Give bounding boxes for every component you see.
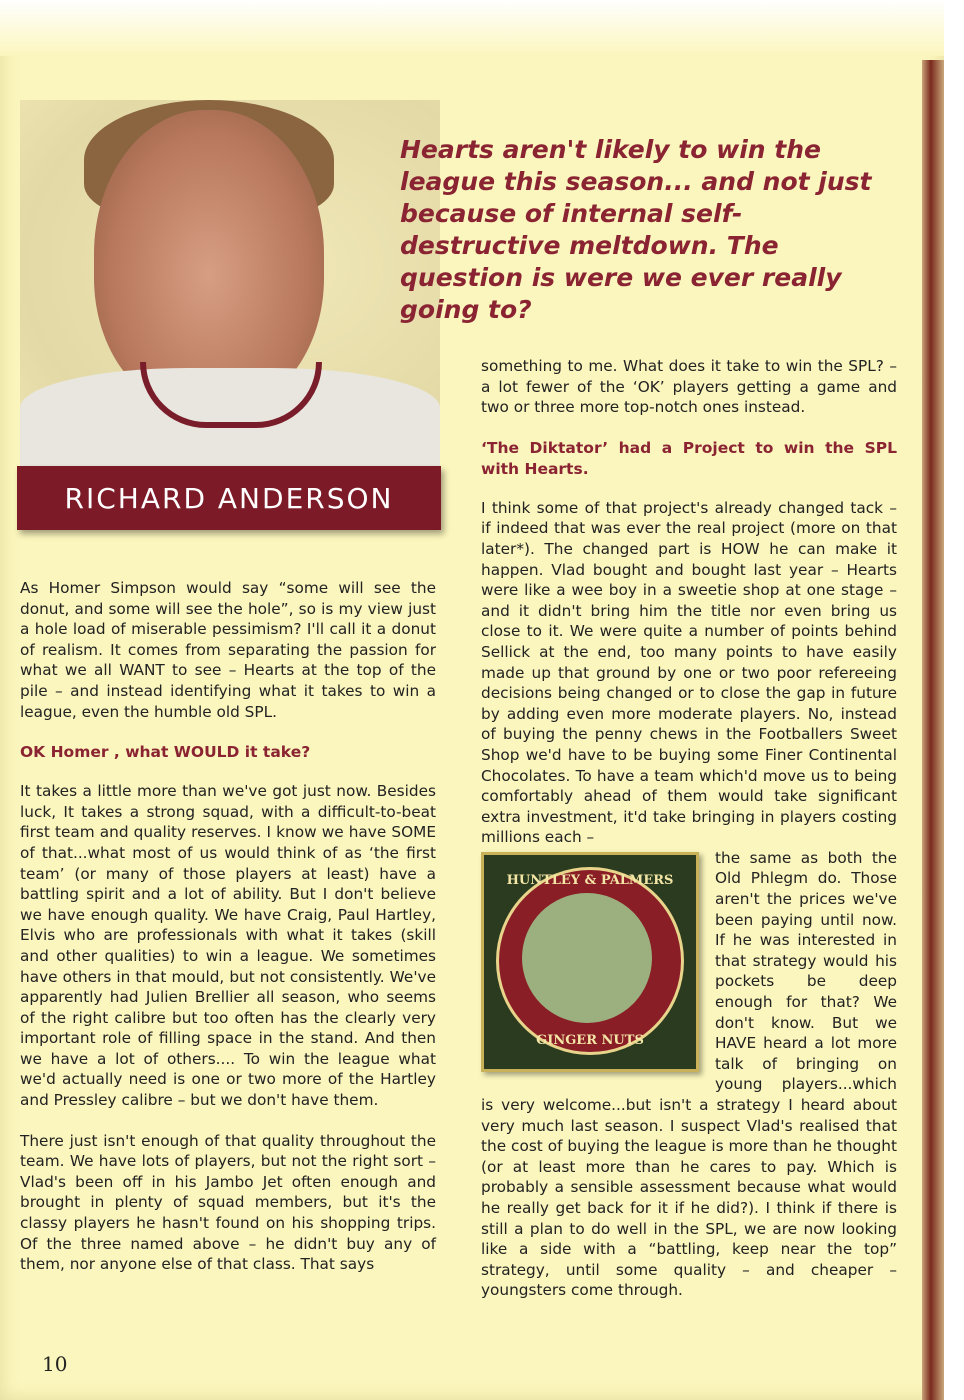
page-number: 10 bbox=[42, 1352, 68, 1376]
paragraph-continued: the same as both the Old Phlegm do. Those aren't the prices we've been paying until now. If he was interested in that strategy would his pockets be deep enough for that? We don't know. But we HAVE heard a lot more talk of bringing on young players...which is very welcome...but isn't a strategy I heard about very much last season. I suspect Vlad's realised that the cost of buying the league is more than he thought (or at least more than he cares to pay. Which is probably a sensible assessment because what would he really get back for it if he did?). I think if there is still a plan to do well in the SPL, we are now looking like a side with a “battling, keep near the top” strategy, until some quality – and cheaper – youngsters come through. bbox=[481, 848, 897, 1300]
paragraph: As Homer Simpson would say “some will see the donut, and some will see the hole”, so is my view just a hole load of miserable pessimism? I'll call it a donut of realism. It comes from separating the passion for what we all WANT to see – Hearts at the top of the pile – and instead identifying what it takes to win a league, even the humble old SPL. bbox=[20, 579, 436, 721]
author-nameplate bbox=[17, 466, 441, 530]
paragraph: I think some of that project's already changed tack – if indeed that was ever the real project (more on that later*). The changed part is HOW he can make it happen. Vlad bought and bought last year – Hearts were like a wee boy in a sweetie shop at one stage – and it didn't bring him the title nor even bring us close to it. We were quite a number of points behind Sellick at the end, too many points to have easily made up that ground by one or two poor refereeing decisions being changed or to close the gap in future by adding even more moderate players. No, instead of buying the penny chews in the Footballers Sweet Shop we'd have to be buying some Finer Continental Chocolates. To have a team which'd move us to being comfortably ahead of them would take significant extra investment, it'd take bringing in players costing millions each – bbox=[481, 498, 897, 847]
section-heading: ‘The Diktator’ had a Project to win the SPL with Hearts. bbox=[481, 438, 897, 478]
inset-top-text: HUNTLEY & PALMERS bbox=[506, 872, 674, 888]
paragraph: There just isn't enough of that quality throughout the team. We have lots of players, but not the right sort – Vlad's been off in his Jambo Jet often enough and brought in plenty of squad members, but it's the classy players he hasn't found on his shopping trips. Of the three named above – he didn't buy any of them, nor anyone else of that class. That says bbox=[20, 1131, 436, 1274]
column-right bbox=[481, 356, 897, 1301]
section-heading: OK Homer , what WOULD it take? bbox=[20, 743, 311, 762]
pull-quote: Hearts aren't likely to win the league this season... and not just because of internal self-destructive meltdown. The question is were we ever really going to? bbox=[400, 135, 872, 324]
ginger-nuts-inset-image bbox=[481, 852, 699, 1072]
column-left bbox=[20, 578, 436, 1295]
inset-bottom-text: GINGER NUTS bbox=[536, 1032, 644, 1048]
paragraph: It takes a little more than we've got just now. Besides luck, It takes a strong squad, with a difficult-to-beat first team and quality reserves. I know we have SOME of that...what most of us would think of as ‘the first team’ (or many of those players at least) have a battling spirit and a lot of ability. But I don't believe we have enough quality. We have Craig, Paul Hartley, Elvis who are professionals with what it takes (skill and other qualities) to win a league. We sometimes have others in that mould, but not consistently. We've apparently had Julien Brellier all season, who seems of the right calibre but too often has the clearly very important role of filling space in the stand. And then we have a lot of others.... To win the league what we'd actually need is one or two more of the Hartley and Pressley calibre – but we don't have them. bbox=[20, 782, 436, 1110]
author-name: RICHARD ANDERSON bbox=[64, 481, 394, 515]
paragraph-with-inset bbox=[481, 498, 897, 1301]
page-top-shadow bbox=[0, 0, 944, 56]
next-page-edge bbox=[922, 60, 944, 1400]
author-photo bbox=[20, 100, 440, 468]
inset-photo bbox=[522, 893, 652, 1023]
paragraph: something to me. What does it take to win the SPL? – a lot fewer of the ‘OK’ players getting a game and two or three more top-notch ones instead. bbox=[481, 357, 897, 417]
